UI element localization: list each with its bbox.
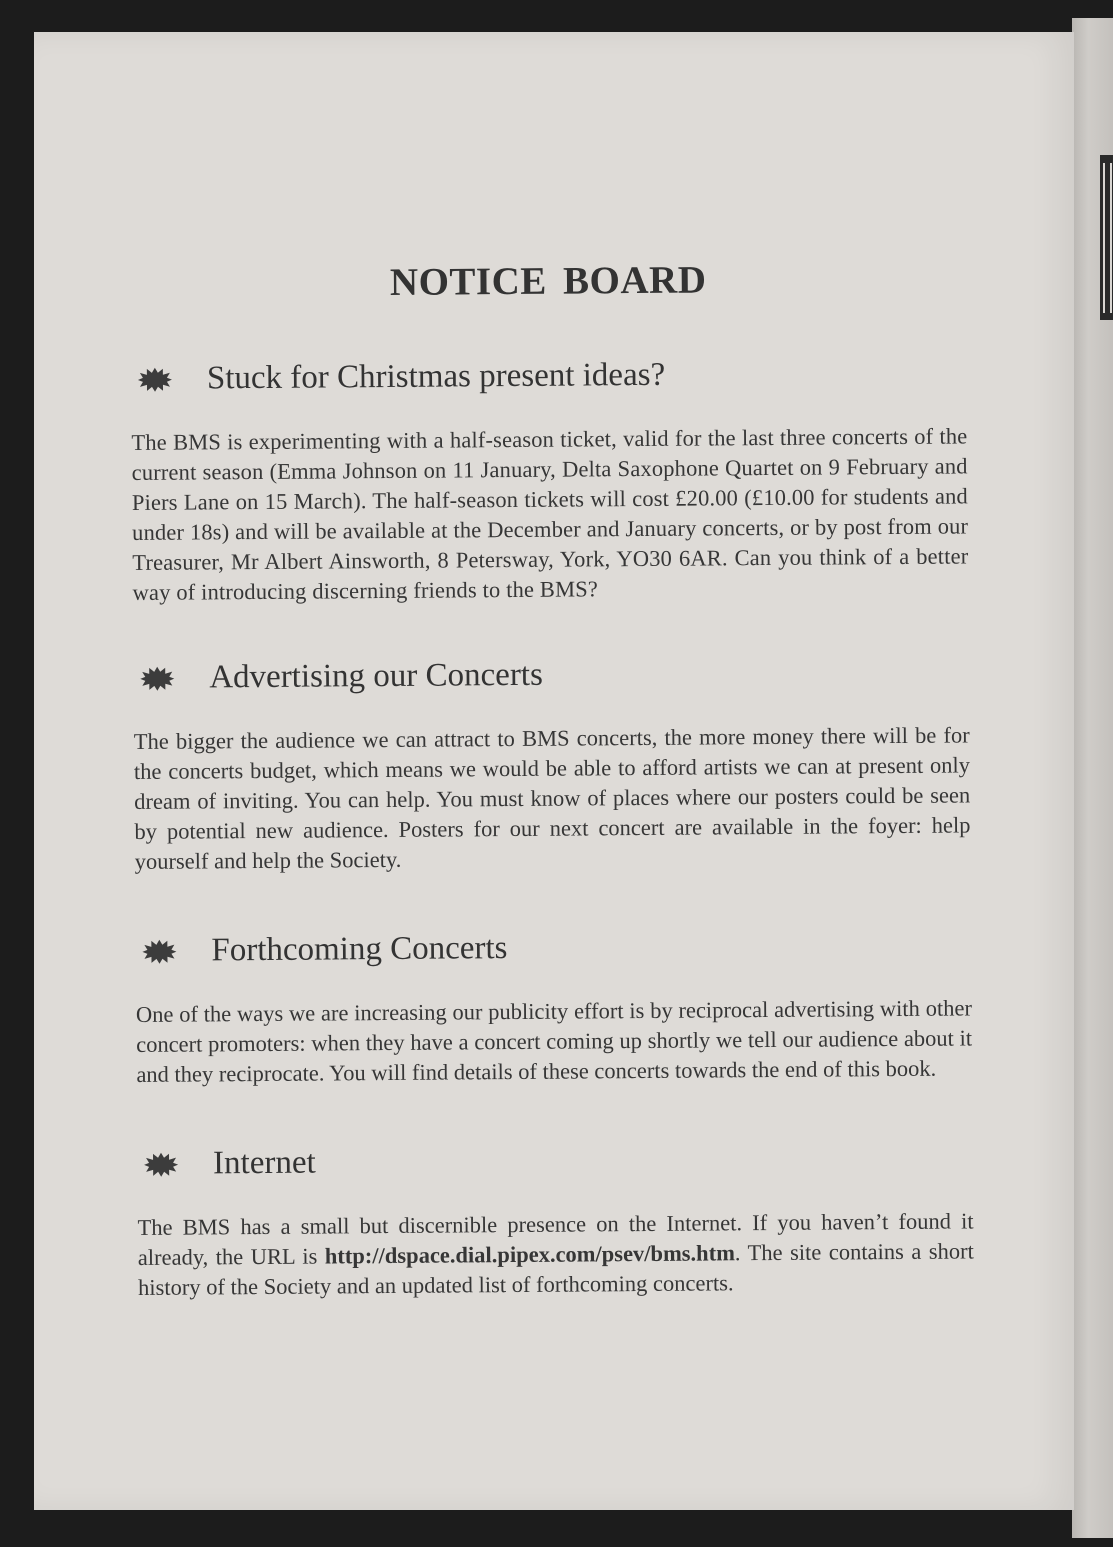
body-text-before-url: The BMS has a small but discernible presence on the Internet. If you haven’t found it already, the URL is <box>137 1208 974 1270</box>
burst-icon <box>143 1151 179 1177</box>
section-heading <box>131 354 967 398</box>
section-heading <box>135 926 971 970</box>
section-body: The bigger the audience we can attract to BMS concerts, the more money there will be for the concerts budget, which means we would be able to afford artists we can at present only dream of inviting. You can help. You must know of places where our posters could be seen by potential new audience. Posters for our next concert are available in the foyer: help yourself and help the Society. <box>133 722 971 874</box>
section-body: The BMS is experimenting with a half-season ticket, valid for the last three concerts of the current season (Emma Johnson on 11 January, Delta Saxophone Quartet on 9 February and Piers Lane on 15 March). The half-season tickets will cost £20.00 (£10.00 for students and under 18s) and will be available at the December and January concerts, or by post from our Treasurer, Mr Albert Ainsworth, 8 Petersway, York, YO30 6AR. Can you think of a better way of introducing discerning friends to the BMS? <box>131 423 969 605</box>
binding-mark <box>1100 155 1113 320</box>
website-url: http://dspace.dial.pipex.com/psev/bms.htm <box>324 1240 735 1269</box>
section-body: One of the ways we are increasing our publicity effort is by reciprocal advertising with other concert promoters: when they have a concert coming up shortly we tell our audience about it and they reciprocate. You will find details of these concerts towards the end of this book. <box>135 995 973 1087</box>
section-heading <box>133 653 969 697</box>
section-body <box>137 1206 974 1303</box>
section-internet <box>137 1139 974 1303</box>
notice-board-content <box>130 255 974 1303</box>
page-title: NOTICE BOARD <box>389 258 707 304</box>
burst-icon <box>139 665 175 691</box>
section-heading-text: Stuck for Christmas present ideas? <box>206 356 666 397</box>
section-heading-text: Advertising our Concerts <box>209 656 544 696</box>
section-advertising <box>133 653 971 877</box>
burst-icon <box>137 366 173 392</box>
section-heading <box>137 1139 973 1183</box>
section-forthcoming <box>135 926 972 1090</box>
section-christmas <box>131 354 969 608</box>
section-heading-text: Internet <box>212 1144 316 1182</box>
burst-icon <box>141 938 177 964</box>
page <box>34 32 1074 1510</box>
body-text-after-url: . The site contains a short history of the Society and an updated list of forthcoming concerts. <box>137 1238 974 1300</box>
section-heading-text: Forthcoming Concerts <box>211 930 508 969</box>
